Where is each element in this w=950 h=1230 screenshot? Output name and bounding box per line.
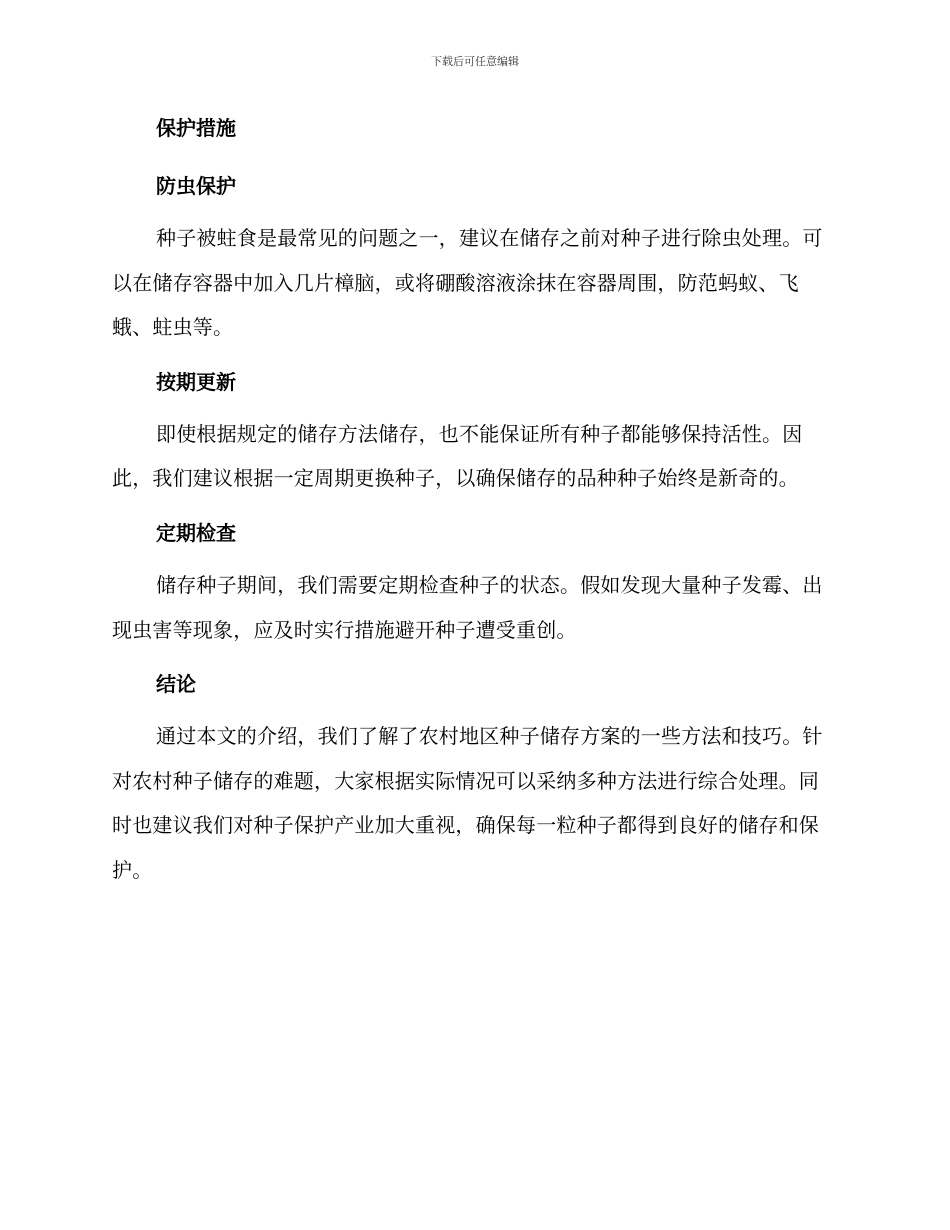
document-body [112,110,832,893]
paragraph-check: 储存种子期间，我们需要定期检查种子的状态。假如发现大量种子发霉、出现虫害等现象，应及时实行措施避开种子遭受重创。 [112,572,823,642]
paragraph-insect: 种子被蛀食是最常见的问题之一，建议在储存之前对种子进行除虫处理。可以在储存容器中加入几片樟脑，或将硼酸溶液涂抹在容器周围，防范蚂蚁、飞蛾、蛀虫等。 [112,226,823,340]
paragraph-conclusion: 通过本文的介绍，我们了解了农村地区种子储存方案的一些方法和技巧。针对农村种子储存的难题，大家根据实际情况可以采纳多种方法进行综合处理。同时也建议我们对种子保护产业加大重视，确保每一粒种子都得到良好的储存和保护。 [112,724,823,882]
page-header: 下载后可任意编辑 [431,55,519,68]
paragraph-update: 即使根据规定的储存方法储存，也不能保证所有种子都能够保持活性。因此，我们建议根据一定周期更换种子，以确保储存的品种种子始终是新奇的。 [112,421,803,491]
section-heading-insect: 防虫保护 [156,174,236,198]
section-heading-protection: 保护措施 [156,116,236,140]
section-heading-update: 按期更新 [156,369,236,394]
section-heading-conclusion: 结论 [156,672,196,697]
section-heading-check: 定期检查 [156,520,236,545]
